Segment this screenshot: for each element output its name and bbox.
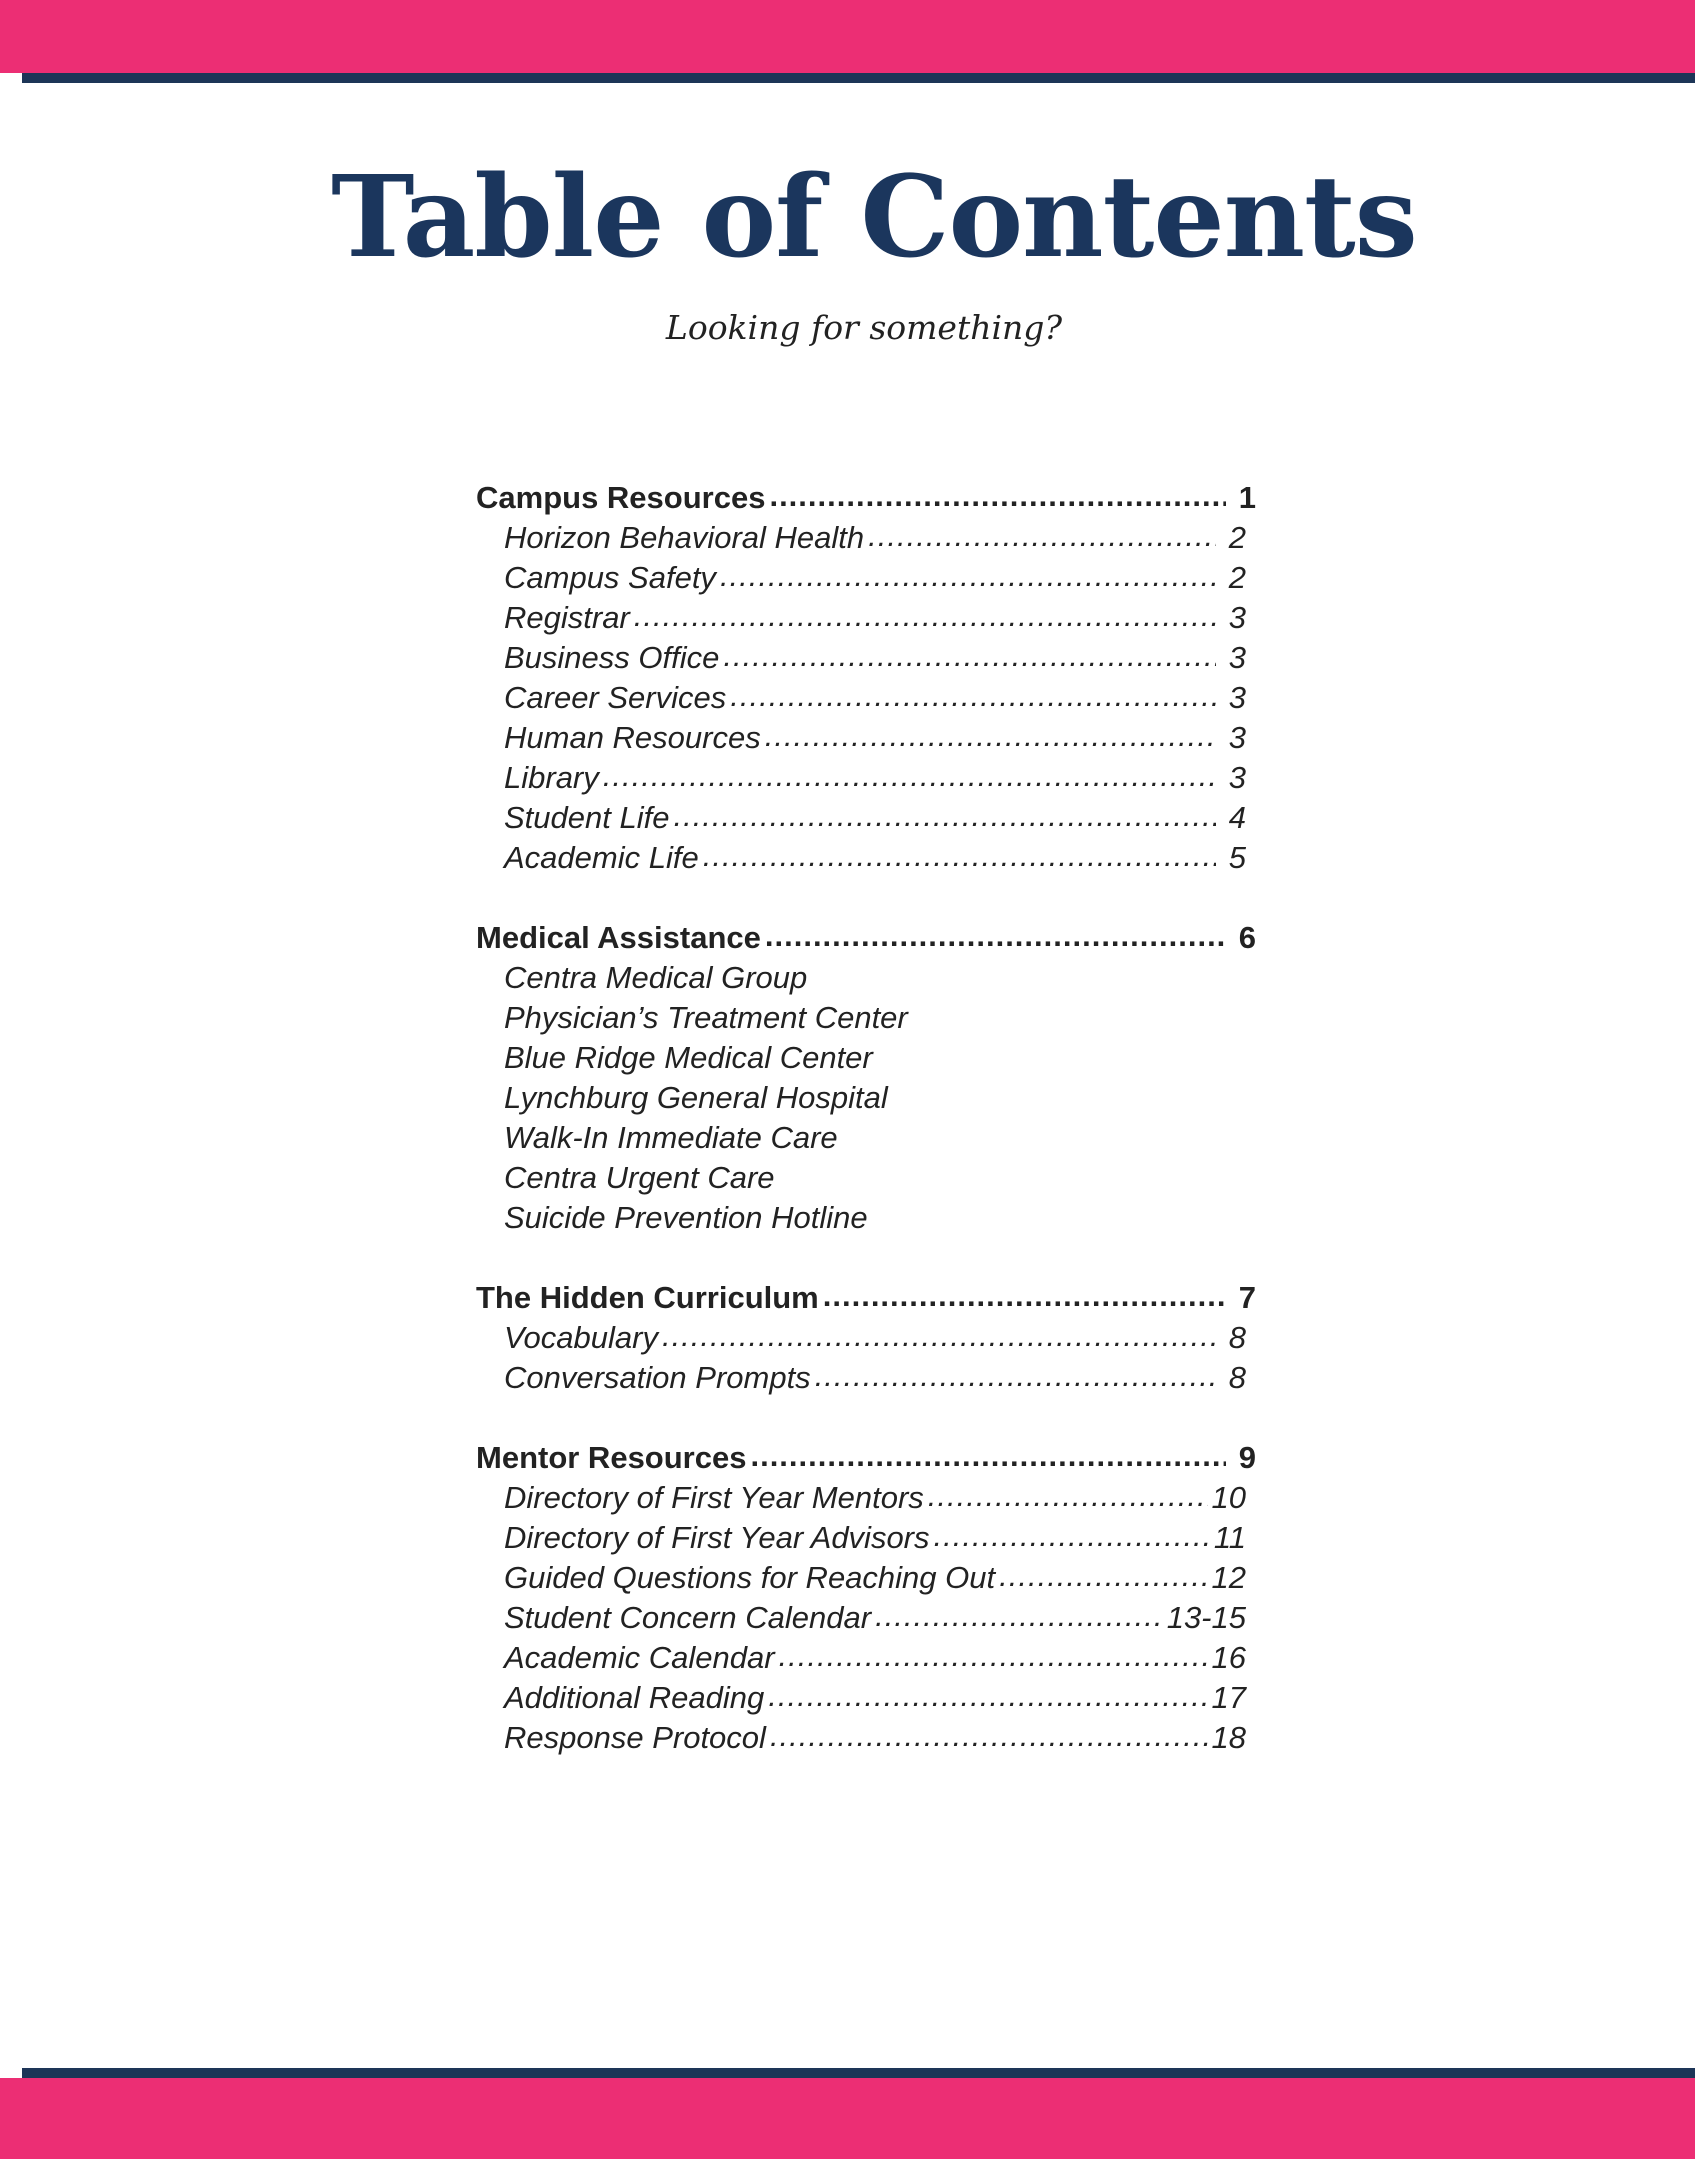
toc-entry[interactable] xyxy=(476,598,1246,638)
toc-entry-label: Vocabulary xyxy=(504,1320,658,1355)
dot-leader xyxy=(765,716,1216,756)
toc-entry-label: Career Services xyxy=(504,680,727,715)
dot-leader xyxy=(815,1356,1216,1396)
toc-entry[interactable] xyxy=(476,1198,1256,1238)
toc-entry-label: Suicide Prevention Hotline xyxy=(504,1200,868,1235)
dot-leader xyxy=(999,1556,1207,1596)
dot-leader xyxy=(634,596,1216,636)
toc-entry-page-number: 5 xyxy=(1228,840,1246,875)
toc-entry-page-number: 16 xyxy=(1211,1640,1246,1675)
toc-section-heading[interactable] xyxy=(476,478,1256,518)
toc-entry-page-number: 12 xyxy=(1211,1560,1246,1595)
dot-leader xyxy=(723,636,1216,676)
section-heading-label: Medical Assistance xyxy=(476,920,761,955)
toc-entry[interactable] xyxy=(476,678,1246,718)
toc-entry-label: Physician’s Treatment Center xyxy=(504,1000,908,1035)
top-rule xyxy=(22,73,1695,83)
toc-entry[interactable] xyxy=(476,1158,1256,1198)
bottom-color-band xyxy=(0,2078,1695,2159)
dot-leader xyxy=(720,556,1216,596)
toc-entry-page-number: 17 xyxy=(1211,1680,1246,1715)
toc-section xyxy=(476,1438,1256,1758)
dot-leader xyxy=(673,796,1216,836)
dot-leader xyxy=(770,1716,1208,1756)
toc-entry[interactable] xyxy=(476,558,1246,598)
section-page-number: 9 xyxy=(1238,1440,1256,1475)
toc-section-heading[interactable] xyxy=(476,1278,1256,1318)
toc-entry-page-number: 8 xyxy=(1228,1320,1246,1355)
toc-entry[interactable] xyxy=(476,838,1246,878)
toc-entry-label: Campus Safety xyxy=(504,560,716,595)
dot-leader xyxy=(928,1476,1208,1516)
toc-entry-page-number: 10 xyxy=(1211,1480,1246,1515)
toc-entry-page-number: 3 xyxy=(1228,680,1246,715)
toc-entry[interactable] xyxy=(476,518,1246,558)
top-color-band xyxy=(0,0,1695,73)
toc-entry[interactable] xyxy=(476,1078,1256,1118)
toc-entry-label: Directory of First Year Mentors xyxy=(504,1480,924,1515)
toc-section xyxy=(476,478,1256,878)
toc-entry-label: Conversation Prompts xyxy=(504,1360,811,1395)
section-page-number: 6 xyxy=(1238,920,1256,955)
toc-entry-page-number: 2 xyxy=(1228,520,1246,555)
dot-leader xyxy=(765,916,1226,956)
dot-leader xyxy=(934,1516,1210,1556)
toc-entry-page-number: 3 xyxy=(1228,720,1246,755)
toc-entry-page-number: 8 xyxy=(1228,1360,1246,1395)
table-of-contents xyxy=(476,478,1256,1798)
toc-entry-label: Library xyxy=(504,760,599,795)
toc-entry-label: Response Protocol xyxy=(504,1720,766,1755)
dot-leader xyxy=(769,476,1226,516)
toc-entry-label: Centra Medical Group xyxy=(504,960,808,995)
toc-entry-label: Centra Urgent Care xyxy=(504,1160,775,1195)
toc-entry[interactable] xyxy=(476,998,1256,1038)
toc-entry[interactable] xyxy=(476,1598,1246,1638)
toc-entry[interactable] xyxy=(476,1118,1256,1158)
toc-section-heading[interactable] xyxy=(476,918,1256,958)
section-heading-label: Campus Resources xyxy=(476,480,766,515)
toc-entry-label: Horizon Behavioral Health xyxy=(504,520,865,555)
toc-section xyxy=(476,1278,1256,1398)
toc-entry-page-number: 11 xyxy=(1213,1520,1246,1555)
toc-entry-label: Guided Questions for Reaching Out xyxy=(504,1560,996,1595)
toc-entry-label: Academic Life xyxy=(504,840,699,875)
toc-entry[interactable] xyxy=(476,758,1246,798)
toc-section xyxy=(476,918,1256,1238)
toc-entry-label: Additional Reading xyxy=(504,1680,765,1715)
page-title: Table of Contents xyxy=(331,152,1417,283)
toc-entry[interactable] xyxy=(476,638,1246,678)
toc-section-heading[interactable] xyxy=(476,1438,1256,1478)
toc-entry-page-number: 3 xyxy=(1228,640,1246,675)
toc-entry-label: Walk-In Immediate Care xyxy=(504,1120,838,1155)
toc-entry-label: Directory of First Year Advisors xyxy=(504,1520,930,1555)
toc-entry[interactable] xyxy=(476,798,1246,838)
toc-entry-label: Registrar xyxy=(504,600,630,635)
toc-entry[interactable] xyxy=(476,1358,1246,1398)
toc-entry-page-number: 3 xyxy=(1228,760,1246,795)
toc-entry-label: Lynchburg General Hospital xyxy=(504,1080,888,1115)
dot-leader xyxy=(662,1316,1216,1356)
dot-leader xyxy=(750,1436,1226,1476)
page-subtitle: Looking for something? xyxy=(665,308,1063,347)
toc-entry[interactable] xyxy=(476,1318,1246,1358)
dot-leader xyxy=(868,516,1216,556)
toc-entry-page-number: 2 xyxy=(1228,560,1246,595)
section-heading-label: Mentor Resources xyxy=(476,1440,747,1475)
dot-leader xyxy=(875,1596,1163,1636)
toc-entry[interactable] xyxy=(476,718,1246,758)
toc-entry-label: Student Life xyxy=(504,800,670,835)
toc-entry[interactable] xyxy=(476,1518,1246,1558)
bottom-rule xyxy=(22,2068,1695,2078)
dot-leader xyxy=(730,676,1216,716)
section-heading-label: The Hidden Curriculum xyxy=(476,1280,819,1315)
toc-entry[interactable] xyxy=(476,1478,1246,1518)
dot-leader xyxy=(603,756,1216,796)
toc-entry-label: Blue Ridge Medical Center xyxy=(504,1040,873,1075)
dot-leader xyxy=(703,836,1216,876)
dot-leader xyxy=(768,1676,1207,1716)
toc-entry[interactable] xyxy=(476,1638,1246,1678)
toc-entry-label: Student Concern Calendar xyxy=(504,1600,872,1635)
toc-entry[interactable] xyxy=(476,1678,1246,1718)
toc-entry-page-number: 4 xyxy=(1228,800,1246,835)
toc-entry[interactable] xyxy=(476,958,1256,998)
dot-leader xyxy=(779,1636,1208,1676)
toc-entry-label: Business Office xyxy=(504,640,720,675)
toc-entry-page-number: 3 xyxy=(1228,600,1246,635)
section-page-number: 1 xyxy=(1238,480,1256,515)
toc-entry-page-number: 18 xyxy=(1211,1720,1246,1755)
toc-entry-page-number: 13-15 xyxy=(1166,1600,1246,1635)
toc-entry[interactable] xyxy=(476,1558,1246,1598)
toc-entry-label: Academic Calendar xyxy=(504,1640,775,1675)
toc-entry[interactable] xyxy=(476,1038,1256,1078)
section-page-number: 7 xyxy=(1238,1280,1256,1315)
toc-entry-label: Human Resources xyxy=(504,720,761,755)
toc-entry[interactable] xyxy=(476,1718,1246,1758)
dot-leader xyxy=(823,1276,1226,1316)
